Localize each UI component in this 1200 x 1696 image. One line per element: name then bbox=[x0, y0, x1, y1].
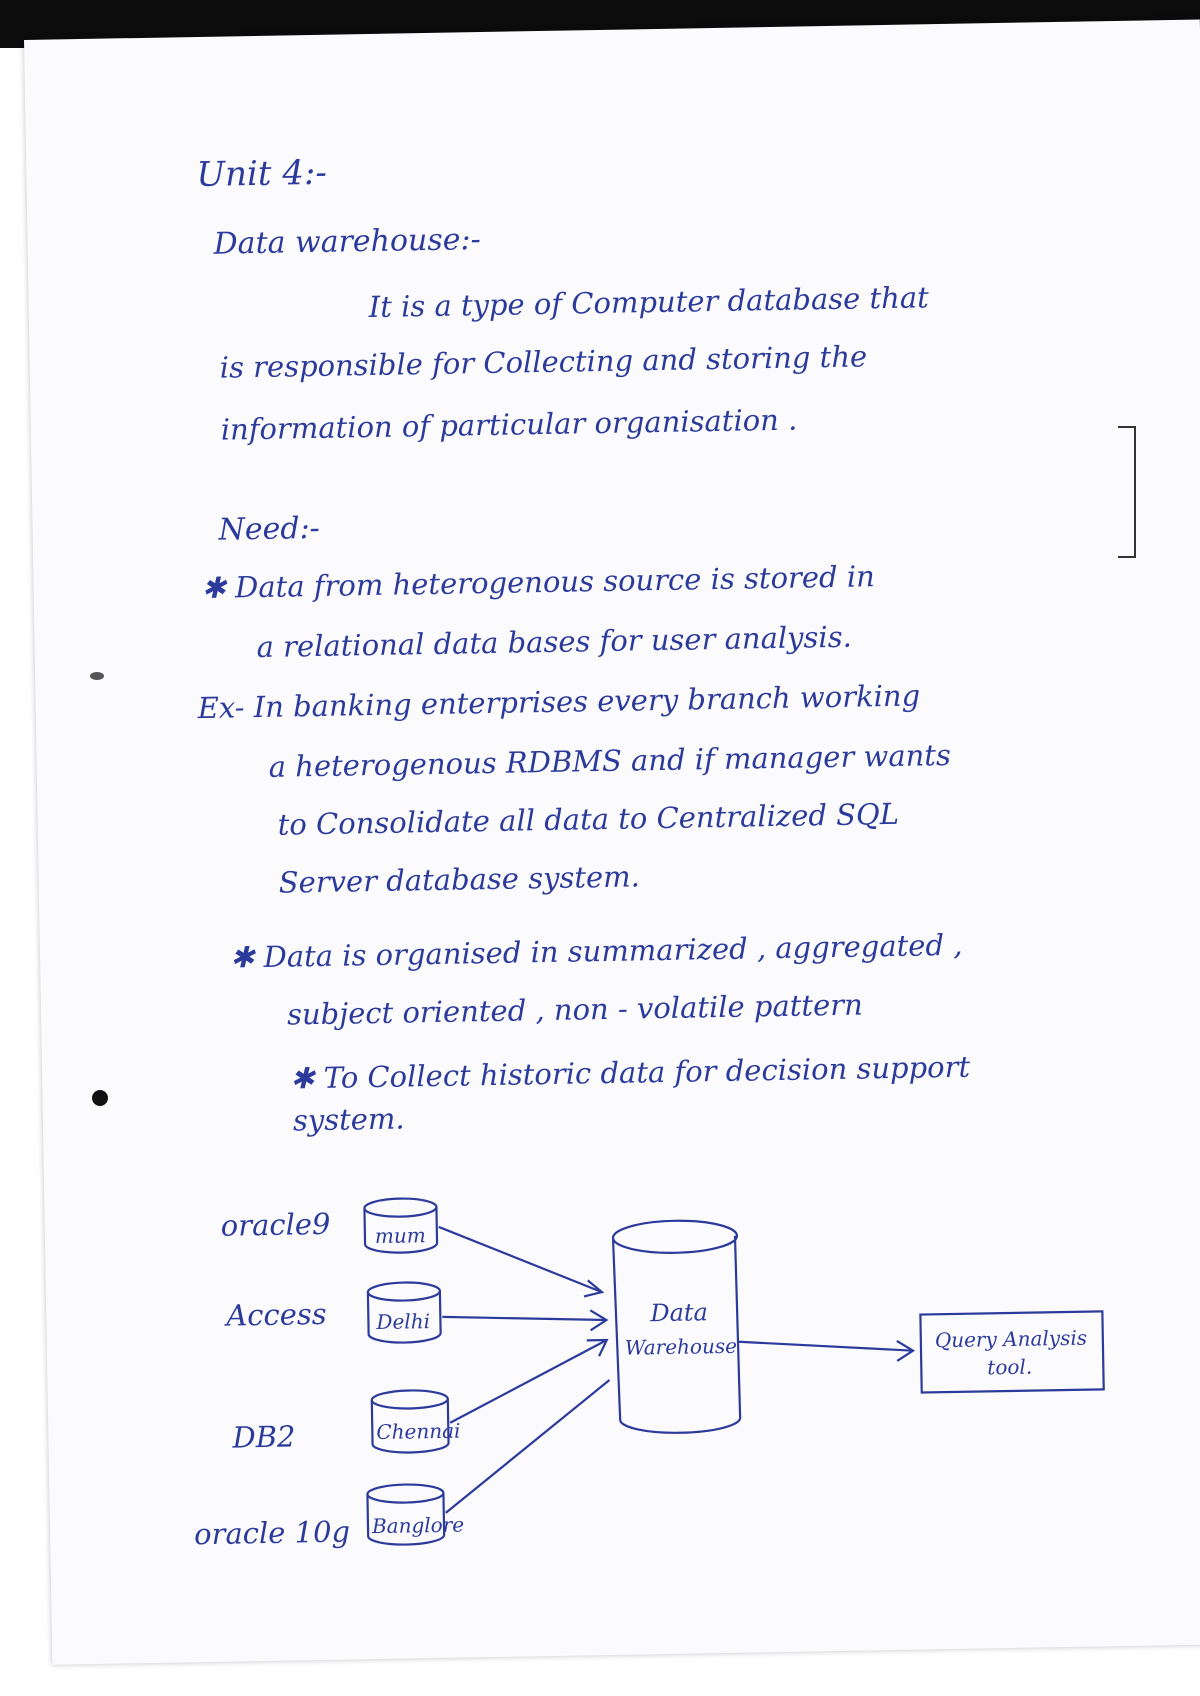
source-label-oracle10g: oracle 10g bbox=[193, 1514, 351, 1552]
arrow-banglore-to-warehouse bbox=[444, 1380, 612, 1513]
point1-line-2: a relational data bases for user analysis. bbox=[256, 619, 853, 665]
query-tool-label-line-2: tool. bbox=[987, 1354, 1033, 1380]
definition-line-3: information of particular organisation . bbox=[220, 402, 798, 447]
warehouse-label-line-1: Data bbox=[650, 1298, 709, 1328]
example-line-3: to Consolidate all data to Centralized SQL bbox=[277, 796, 900, 842]
point3-line-1: ✱ To Collect historic data for decision support bbox=[289, 1049, 971, 1096]
db-label-mum: mum bbox=[374, 1223, 426, 1249]
db-label-delhi: Delhi bbox=[376, 1309, 431, 1335]
point1-line-1: ✱ Data from heterogenous source is stored in bbox=[201, 559, 876, 605]
example-line-1: Ex- In banking enterprises every branch working bbox=[197, 678, 921, 726]
warehouse-label-line-2: Warehouse bbox=[624, 1333, 738, 1360]
punch-hole-mark-2 bbox=[92, 1090, 108, 1106]
arrow-chennai-to-warehouse bbox=[449, 1340, 608, 1423]
data-warehouse-diagram bbox=[24, 19, 1200, 1664]
point2-line-2: subject oriented , non - volatile pattern bbox=[286, 987, 864, 1032]
point2-line-1: ✱ Data is organised in summarized , aggregated , bbox=[229, 927, 963, 975]
db-label-chennai: Chennai bbox=[376, 1418, 461, 1445]
definition-line-2: is responsible for Collecting and storing the bbox=[219, 339, 868, 385]
definition-line-1: It is a type of Computer database that bbox=[368, 280, 930, 325]
example-line-4: Server database system. bbox=[278, 859, 641, 900]
notebook-page bbox=[24, 19, 1200, 1664]
source-label-db2: DB2 bbox=[232, 1419, 296, 1455]
punch-hole-mark-1 bbox=[90, 672, 104, 680]
section-title: Data warehouse:- bbox=[213, 222, 482, 262]
point3-line-2: system. bbox=[292, 1101, 405, 1138]
margin-bracket bbox=[1118, 426, 1136, 558]
arrow-warehouse-to-tool bbox=[739, 1339, 913, 1354]
db-label-banglore: Banglore bbox=[371, 1512, 465, 1539]
source-label-oracle9: oracle9 bbox=[220, 1206, 331, 1243]
unit-heading: Unit 4:- bbox=[196, 152, 328, 196]
arrow-delhi-to-warehouse bbox=[442, 1314, 606, 1323]
need-heading: Need:- bbox=[218, 510, 321, 548]
arrow-mum-to-warehouse bbox=[439, 1224, 602, 1295]
source-label-access: Access bbox=[225, 1296, 327, 1333]
example-line-2: a heterogenous RDBMS and if manager wants bbox=[268, 737, 952, 784]
query-tool-label-line-1: Query Analysis bbox=[934, 1325, 1088, 1353]
